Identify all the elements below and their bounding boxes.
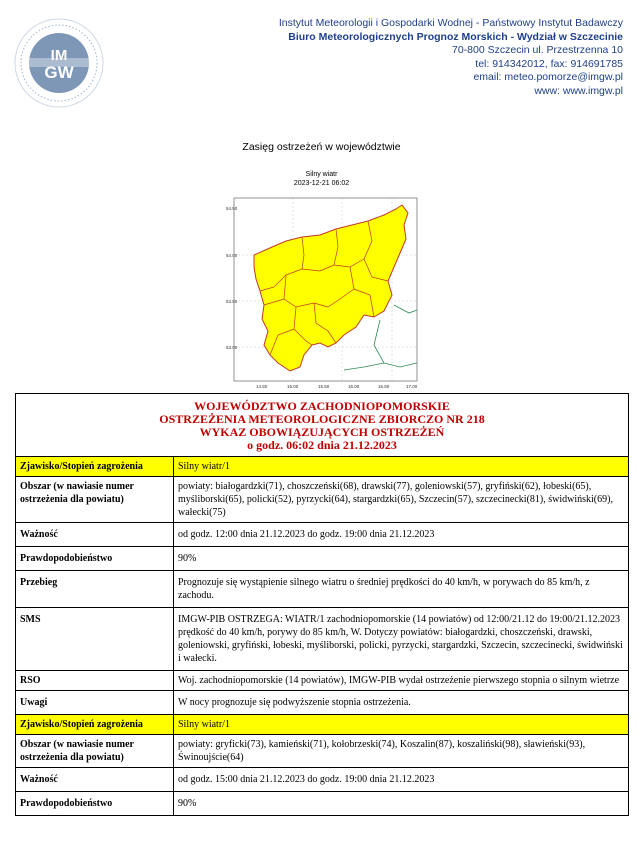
header-line-www: www: www.imgw.pl [534, 84, 623, 97]
institute-header [203, 17, 623, 99]
row-value: powiaty: białogardzki(71), choszczeński(68), drawski(77), goleniowski(57), gryfiński(62), łobeski(65), myśliborski(65), policki(52), pyrzycki(64), stargardzki(65), Szczecin(57), szczecinecki(81), świdwiński(69), wałecki(75) [174, 477, 629, 523]
title-time: o godz. 06:02 dnia 21.12.2023 [247, 438, 397, 452]
header-line-phone: tel: 914342012, fax: 914691785 [475, 57, 623, 70]
map-ytick: 53.00 [226, 345, 238, 350]
row-label: Ważność [16, 523, 174, 547]
row-value: Silny wiatr/1 [174, 457, 629, 477]
header-line-email: email: meteo.pomorze@imgw.pl [473, 71, 623, 84]
map-subtitle: Silny wiatr [305, 171, 338, 178]
warning-map [224, 195, 420, 391]
row-label: RSO [16, 671, 174, 691]
map-datetime: 2023-12-21 06:02 [293, 180, 350, 187]
map-ytick: 54.50 [226, 206, 238, 211]
row-value: 90% [174, 792, 629, 816]
table-row [16, 571, 629, 608]
row-label: Obszar (w nawiasie numer ostrzeżenia dla powiatu) [16, 735, 174, 768]
table-row [16, 671, 629, 691]
table-row [16, 547, 629, 571]
table-row [16, 523, 629, 547]
row-label: SMS [16, 608, 174, 671]
row-value: Woj. zachodniopomorskie (14 powiatów), IMGW-PIB wydał ostrzeżenie pierwszego stopnia o silnym wietrze [174, 671, 629, 691]
row-value: Silny wiatr/1 [174, 715, 629, 735]
table-row [16, 608, 629, 671]
header-line-office: Biuro Meteorologicznych Prognoz Morskich - Wydział w Szczecinie [288, 30, 623, 43]
imgw-logo [14, 18, 104, 108]
row-label: Przebieg [16, 571, 174, 608]
warnings-title [16, 394, 629, 457]
row-value: od godz. 12:00 dnia 21.12.2023 do godz. 19:00 dnia 21.12.2023 [174, 523, 629, 547]
row-label: Zjawisko/Stopień zagrożenia [16, 457, 174, 477]
header-line-institute: Instytut Meteorologii i Gospodarki Wodnej - Państwowy Instytut Badawczy [278, 17, 623, 29]
row-label: Zjawisko/Stopień zagrożenia [16, 715, 174, 735]
table-row [16, 477, 629, 523]
table-row [16, 715, 629, 735]
map-xtick: 16.50 [378, 384, 390, 389]
row-value: 90% [174, 547, 629, 571]
row-value: od godz. 15:00 dnia 21.12.2023 do godz. 19:00 dnia 21.12.2023 [174, 768, 629, 792]
row-value: powiaty: gryficki(73), kamieński(71), kołobrzeski(74), Koszalin(87), koszaliński(98), sławieński(93), Świnoujście(64) [174, 735, 629, 768]
map-xtick: 15.50 [318, 384, 330, 389]
logo-text-top: IM [50, 47, 68, 64]
table-row [16, 735, 629, 768]
header-line-address: 70-800 Szczecin ul. Przestrzenna 10 [451, 44, 623, 57]
table-row [16, 792, 629, 816]
title-voivodeship: WOJEWÓDZTWO ZACHODNIOPOMORSKIE [194, 399, 450, 413]
row-label: Ważność [16, 768, 174, 792]
title-warnings: OSTRZEŻENIA METEOROLOGICZNE ZBIORCZO NR 218 [159, 412, 485, 426]
title-list: WYKAZ OBOWIĄZUJĄCYCH OSTRZEŻEŃ [199, 425, 445, 439]
warnings-table [15, 393, 629, 816]
table-row [16, 691, 629, 715]
map-title: Zasięg ostrzeżeń w województwie [242, 141, 401, 153]
row-label: Obszar (w nawiasie numer ostrzeżenia dla powiatu) [16, 477, 174, 523]
row-value: Prognozuje się wystąpienie silnego wiatru o średniej prędkości do 40 km/h, w porywach do 85 km/h, z zachodu. [174, 571, 629, 608]
map-xtick: 14.50 [256, 384, 268, 389]
logo-text-bottom: GW [44, 63, 74, 82]
map-xtick: 17.00 [406, 384, 418, 389]
map-ytick: 54.00 [226, 253, 238, 258]
map-xtick: 16.00 [348, 384, 360, 389]
map-xtick: 15.00 [287, 384, 299, 389]
row-label: Uwagi [16, 691, 174, 715]
row-value: IMGW-PIB OSTRZEGA: WIATR/1 zachodniopomorskie (14 powiatów) od 12:00/21.12 do 19:00/21.12.2023 prędkość do 40 km/h, porywy do 85 km/h, W. Dotyczy powiatów: białogardzki, choszczeński, drawski, goleniowski, gryfiński, łobeski, myśliborski, policki, pyrzycki, stargardzki, Szczecin, szczecinecki, świdwiński i wałecki. [174, 608, 629, 671]
table-row [16, 457, 629, 477]
map-ytick: 53.50 [226, 299, 238, 304]
row-value: W nocy prognozuje się podwyższenie stopnia ostrzeżenia. [174, 691, 629, 715]
row-label: Prawdopodobieństwo [16, 792, 174, 816]
row-label: Prawdopodobieństwo [16, 547, 174, 571]
table-row [16, 768, 629, 792]
